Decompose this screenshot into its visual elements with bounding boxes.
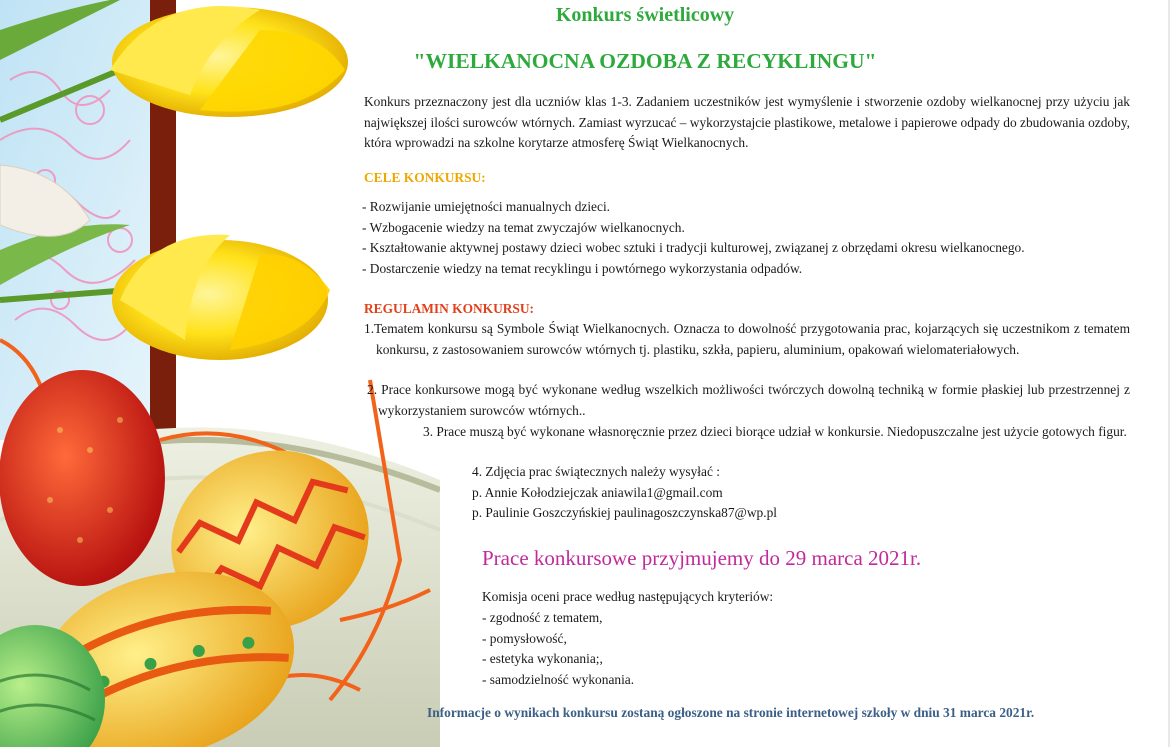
contest-name: "WIELKANOCNA OZDOBA Z RECYKLINGU" [413,49,877,73]
criteria-heading: Komisja oceni prace według następujących kryteriów: [482,589,774,604]
list-item: - pomysłowość, [482,630,567,646]
rule-1-text: 1.Tematem konkursu są Symbole Świąt Wielkanocnych. Oznacza to dowolność przygotowania prac, kojarzących się uczestnikom z tematem konkursu, z zastosowaniem surowców wtórnych tj. plastiku, szkła, papieru, aluminium, opakowań wielomateriałowych. [364,321,1130,357]
rule-3-text: 3. Prace muszą być wykonane własnoręcznie przez dzieci biorące udział w konkursie. Niedopuszczalne jest użycie gotowych figur. [423,424,1127,439]
list-item: - Dostarczenie wiedzy na temat recyklingu i powtórnego wykorzystania odpadów. [362,260,803,276]
rules-heading: REGULAMIN KONKURSU: [364,301,534,316]
deadline-notice: Prace konkursowe przyjmujemy do 29 marca 2021r. [482,546,922,570]
goals-list [362,197,1152,279]
list-item: - zgodność z tematem, [482,610,603,625]
rule-3 [423,422,1130,443]
page-title: Konkurs świetlicowy [555,4,735,26]
rule-2 [367,380,1130,421]
list-item: - Kształtowanie aktywnej postawy dzieci wobec sztuki i tradycji kulturowej, związanej z obrzędami okresu wielkanocnego. [362,240,1025,255]
rule-1 [364,319,1130,360]
list-item: - estetyka wykonania;, [482,651,603,666]
goals-heading: CELE KONKURSU: [364,170,486,185]
contact-2: p. Paulinie Goszczyńskiej paulinagoszczynska87@wp.pl [472,505,777,520]
list-item: - Rozwijanie umiejętności manualnych dzieci. [362,199,611,214]
criteria-list [482,608,882,690]
intro-paragraph: Konkurs przeznaczony jest dla uczniów klas 1-3. Zadaniem uczestników jest wymyślenie i stworzenie ozdoby wielkanocnej przy użyciu jak największej ilości surowców wtórnych. Zamiast wyrzucać – wykorzystajcie plastikowe, metalowe i papierowe odpady do zbudowania ozdoby, która wprowadzi na szkolne korytarze atmosferę Świąt Wielkanocnych. [364,94,1130,150]
results-info: Informacje o wynikach konkursu zostaną ogłoszone na stronie internetowej szkoły w dniu 31 marca 2021r. [427,705,1035,720]
rule-2-text: 2. Prace konkursowe mogą być wykonane według wszelkich możliwości twórczych dowolną techniką w formie płaskiej lub przestrzennej z wykorzystaniem surowców wtórnych.. [367,382,1130,418]
contact-1: p. Annie Kołodziejczak aniawila1@gmail.com [472,485,723,500]
list-item: - Wzbogacenie wiedzy na temat zwyczajów wielkanocnych. [362,219,685,235]
rule-4: 4. Zdjęcia prac świątecznych należy wysyłać : [472,464,720,479]
list-item: - samodzielność wykonania. [482,671,635,687]
